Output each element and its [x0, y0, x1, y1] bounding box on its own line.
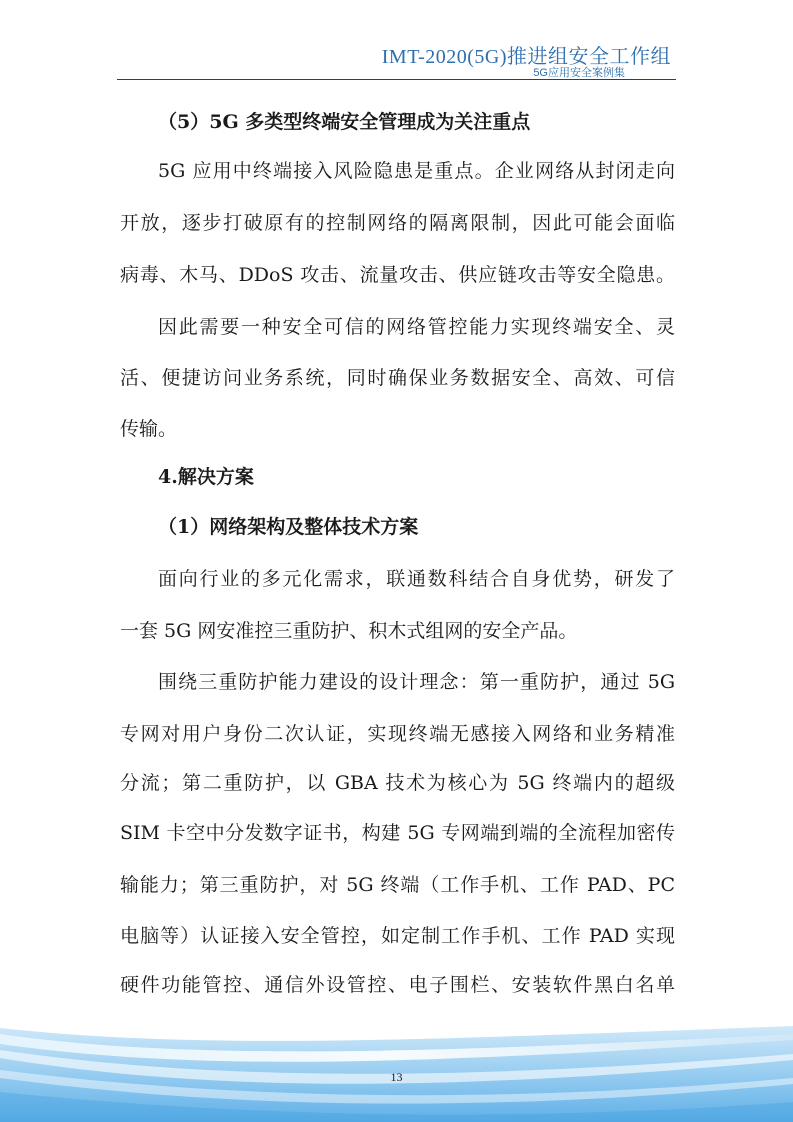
header-rule — [117, 79, 676, 80]
paragraph-line: 因此需要一种安全可信的网络管控能力实现终端安全、灵 — [158, 316, 675, 338]
page-number: 13 — [390, 1070, 403, 1084]
section-heading: 4.解决方案 — [158, 466, 254, 488]
header-title: IMT-2020(5G)推进组安全工作组 — [381, 46, 671, 68]
paragraph-line: 面向行业的多元化需求，联通数科结合自身优势，研发了 — [158, 568, 675, 590]
paragraph-line: 电脑等）认证接入安全管控，如定制工作手机、工作 PAD 实现 — [120, 925, 675, 947]
paragraph-line: 传输。 — [120, 418, 178, 440]
paragraph-line: 围绕三重防护能力建设的设计理念：第一重防护，通过 5G — [158, 671, 675, 693]
paragraph-line: 活、便捷访问业务系统，同时确保业务数据安全、高效、可信 — [120, 367, 675, 389]
paragraph-line: 一套 5G 网安准控三重防护、积木式组网的安全产品。 — [120, 620, 578, 642]
paragraph-line: SIM 卡空中分发数字证书，构建 5G 专网端到端的全流程加密传 — [120, 822, 675, 844]
paragraph-line: 病毒、木马、DDoS 攻击、流量攻击、供应链攻击等安全隐患。 — [120, 264, 675, 286]
paragraph-line: 专网对用户身份二次认证，实现终端无感接入网络和业务精准 — [120, 723, 675, 745]
subsection-heading: （1）网络架构及整体技术方案 — [158, 516, 419, 538]
paragraph-line: 开放，逐步打破原有的控制网络的隔离限制，因此可能会面临 — [120, 212, 675, 234]
paragraph-line: 输能力；第三重防护，对 5G 终端（工作手机、工作 PAD、PC — [120, 874, 675, 896]
section-heading: （5）5G 多类型终端安全管理成为关注重点 — [158, 111, 531, 133]
header-subtitle: 5G应用安全案例集 — [533, 67, 625, 79]
paragraph-line: 5G 应用中终端接入风险隐患是重点。企业网络从封闭走向 — [158, 160, 675, 182]
paragraph-line: 硬件功能管控、通信外设管控、电子围栏、安装软件黑白名单 — [120, 974, 675, 996]
paragraph-line: 分流；第二重防护，以 GBA 技术为核心为 5G 终端内的超级 — [120, 772, 675, 794]
